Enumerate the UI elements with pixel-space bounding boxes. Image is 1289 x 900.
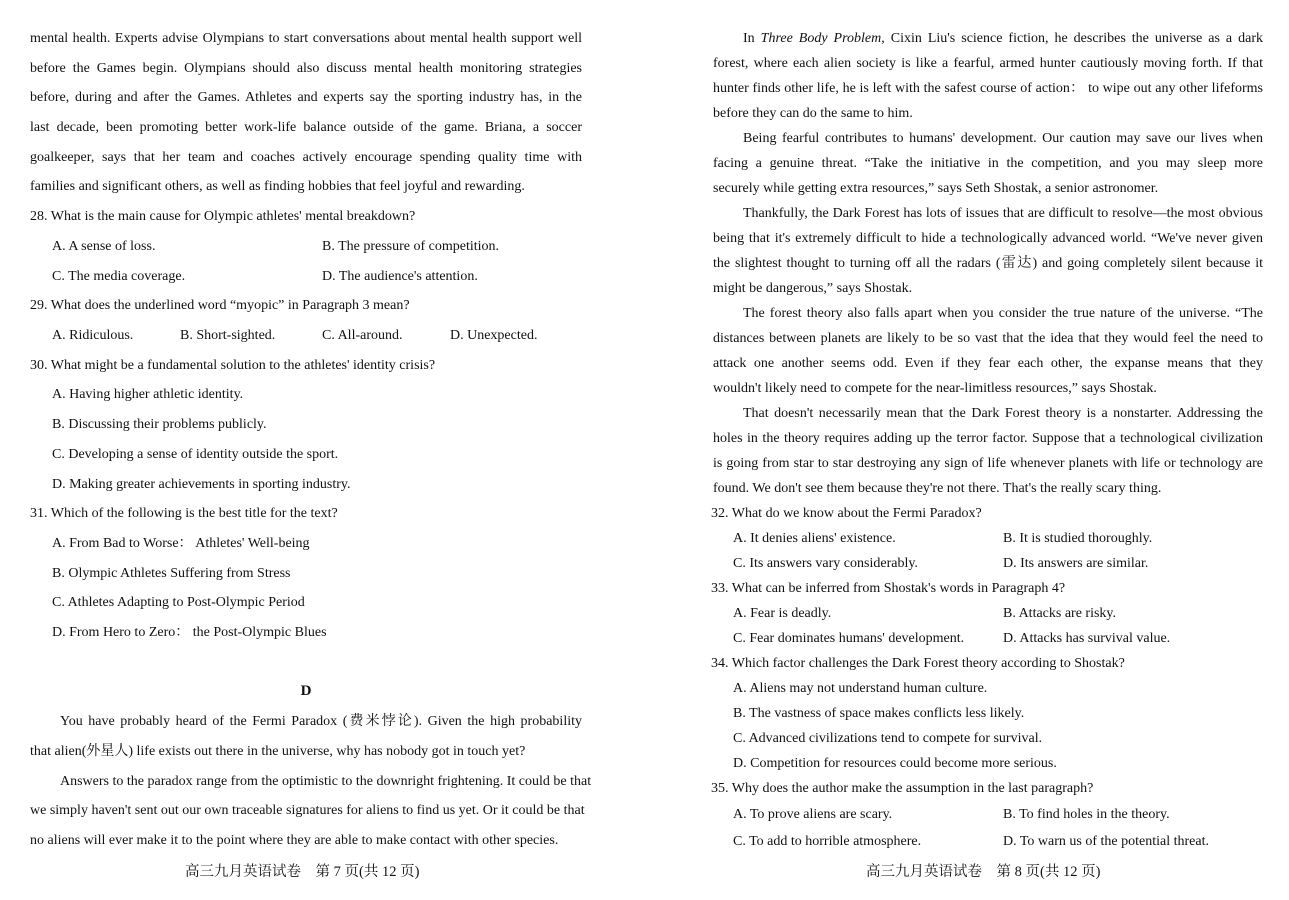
question-35: 35. Why does the author make the assumption in the last paragraph? [711,781,1094,796]
passage-line: hunter finds other life, he is left with the safest course of action： to wipe out any other lifeforms [713,81,1263,96]
passage-line: no aliens will ever make it to the point where they are able to make contact with other species. [30,833,559,848]
option-35c: C. To add to horrible atmosphere. [733,834,922,849]
passage-line: last decade, been promoting better work-life balance outside of the game. Briana, a soccer [30,120,582,135]
option-29d: D. Unexpected. [450,328,538,343]
passage-line: mental health. Experts advise Olympians to start conversations about mental health support well [30,31,582,46]
passage-line: holes in the theory requires adding up the terror factor. Suppose that a technological civilization [713,431,1263,446]
passage-line: Being fearful contributes to humans' development. Our caution may save our lives when [743,131,1263,146]
passage-line: Answers to the paradox range from the optimistic to the downright frightening. It could be that [60,774,592,789]
passage-line: wouldn't likely need to compete for the near-limitless resources,” says Shostak. [713,381,1157,396]
passage-line: that alien(外星人) life exists out there in the universe, why has nobody got in touch yet? [30,744,526,759]
option-28b: B. The pressure of competition. [322,239,500,254]
option-30b: B. Discussing their problems publicly. [52,417,267,432]
option-30c: C. Developing a sense of identity outside the sport. [52,447,339,462]
option-28a: A. A sense of loss. [52,239,156,254]
page-footer: 高三九月英语试卷 第 7 页(共 12 页) [185,864,420,880]
text: , Cixin Liu's science fiction, he describes the universe as a dark [881,31,1263,46]
option-33a: A. Fear is deadly. [733,606,832,621]
page-footer: 高三九月英语试卷 第 8 页(共 12 页) [866,864,1101,880]
passage-line: facing a genuine threat. “Take the initiative in the competition, and you may sleep more [713,156,1263,171]
question-32: 32. What do we know about the Fermi Paradox? [711,506,982,521]
option-34b: B. The vastness of space makes conflicts less likely. [733,706,1025,721]
option-29a: A. Ridiculous. [52,328,134,343]
option-31d: D. From Hero to Zero： the Post-Olympic Blues [52,625,327,640]
option-28d: D. The audience's attention. [322,269,478,284]
option-33b: B. Attacks are risky. [1003,606,1117,621]
option-30a: A. Having higher athletic identity. [52,387,244,402]
option-34d: D. Competition for resources could become more serious. [733,756,1057,771]
question-33: 33. What can be inferred from Shostak's words in Paragraph 4? [711,581,1066,596]
passage-line: before they can do the same to him. [713,106,913,121]
option-31b: B. Olympic Athletes Suffering from Stress [52,566,291,581]
passage-line: securely while getting extra resources,” says Seth Shostak, a senior astronomer. [713,181,1159,196]
option-34c: C. Advanced civilizations tend to compete for survival. [733,731,1043,746]
option-33c: C. Fear dominates humans' development. [733,631,965,646]
passage-line: is going from star to star destroying any sign of life whenever planets with life or technology are [713,456,1263,471]
passage-line: That doesn't necessarily mean that the Dark Forest theory is a nonstarter. Addressing the [743,406,1263,421]
passage-line: You have probably heard of the Fermi Paradox (费米悖论). Given the high probability [60,714,582,729]
passage-line: families and significant others, as well as finding hobbies that feel joyful and rewarding. [30,179,525,194]
option-30d: D. Making greater achievements in sporting industry. [52,477,351,492]
passage-line: being that it's extremely difficult to hide a technologically advanced world. “We've never given [713,231,1263,246]
passage-line: Thankfully, the Dark Forest has lots of issues that are difficult to resolve—the most obvious [743,206,1263,221]
passage-line: before, during and after the Games. Athletes and experts say the sporting industry has, in the [30,90,582,105]
passage-line: The forest theory also falls apart when you consider the true nature of the universe. “The [743,306,1263,321]
option-31c: C. Athletes Adapting to Post-Olympic Period [52,595,305,610]
option-29b: B. Short-sighted. [180,328,276,343]
option-28c: C. The media coverage. [52,269,186,284]
section-heading: D [300,683,312,699]
question-29: 29. What does the underlined word “myopic” in Paragraph 3 mean? [30,298,410,313]
option-31a: A. From Bad to Worse： Athletes' Well-being [52,536,310,551]
question-31: 31. Which of the following is the best title for the text? [30,506,338,521]
passage-line: we simply haven't sent out our own traceable signatures for aliens to find us yet. Or it could be that [30,803,585,818]
option-32a: A. It denies aliens' existence. [733,531,896,546]
option-33d: D. Attacks has survival value. [1003,631,1171,646]
passage-line: forest, where each alien society is like a fearful, armed hunter cautiously moving forth. If that [713,56,1263,71]
option-35a: A. To prove aliens are scary. [733,807,893,822]
passage-line: before the Games begin. Olympians should also discuss mental health monitoring strategies [30,61,582,76]
option-29c: C. All-around. [322,328,403,343]
passage-line: attack one another seems odd. Even if they fear each other, the expanse means that they [713,356,1263,371]
option-32b: B. It is studied thoroughly. [1003,531,1153,546]
passage-line: distances between planets are likely to be so vast that the idea that they would feel the need to [713,331,1263,346]
option-32c: C. Its answers vary considerably. [733,556,918,571]
book-title: Three Body Problem [760,31,882,46]
option-35d: D. To warn us of the potential threat. [1003,834,1209,849]
passage-line: might be dangerous,” says Shostak. [713,281,913,296]
question-34: 34. Which factor challenges the Dark Forest theory according to Shostak? [711,656,1125,671]
passage-line [713,30,1263,48]
option-32d: D. Its answers are similar. [1003,556,1149,571]
passage-line: found. We don't see them because they're not there. That's the really scary thing. [713,481,1162,496]
option-34a: A. Aliens may not understand human culture. [733,681,988,696]
text: In [743,31,761,46]
passage-line: goalkeeper, says that her team and coaches actively encourage spending quality time with [30,150,582,165]
passage-line: the slightest thought to turning off all the radars (雷达) and going completely silent because it [713,256,1263,271]
option-35b: B. To find holes in the theory. [1003,807,1170,822]
question-28: 28. What is the main cause for Olympic athletes' mental breakdown? [30,209,416,224]
question-30: 30. What might be a fundamental solution to the athletes' identity crisis? [30,358,436,373]
